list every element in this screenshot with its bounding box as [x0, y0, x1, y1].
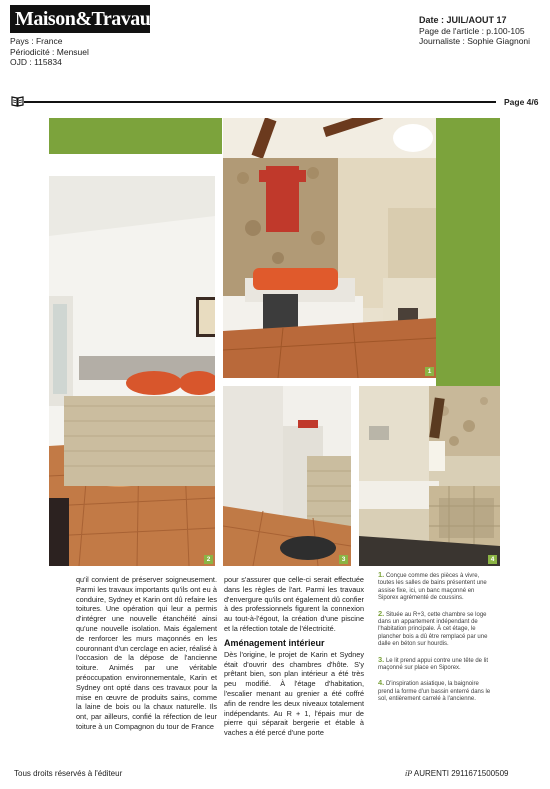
- bedroom-image: [49, 176, 215, 566]
- footer-code: [405, 769, 508, 778]
- footer-rights: Tous droits réservés à l'éditeur: [14, 769, 123, 778]
- photo-bedroom: [49, 176, 215, 566]
- article-paragraph: pour s'assurer que celle-ci serait effectuée dans les règles de l'art. Parmi les travaux d'envergure qu'ils ont également dû confier à des professionnels figurent la connexion au tout-à-l'égout, la création d'une piscine et la réfection totale de l'électricité.: [224, 575, 364, 633]
- section-heading: Aménagement intérieur: [224, 637, 325, 648]
- photo-number-3: 3: [339, 555, 348, 564]
- photo-bathroom-bench: [223, 118, 436, 378]
- article-column-1: [76, 575, 217, 732]
- publication-meta: [10, 36, 89, 68]
- article-paragraph: Dès l'origine, le projet de Karin et Sydney était d'ouvrir des chambres d'hôte. S'y prêtant bien, son plan intérieur a été très peu modifié. À l'étage d'habitation, l'escalier menant au grenier a été coffré afin de rendre les deux niveaux totalement indépendants. Au R + 1, l'épais mur de pierre qui séparait bergerie et étable à vaches a été percé d'une porte: [224, 649, 364, 738]
- header-rule: [24, 101, 496, 103]
- photo-number-4: 4: [488, 555, 497, 564]
- article-paragraph: qu'il convient de préserver soigneusement. Parmi les travaux importants qu'ils ont eu à conduire, Sydney et Karin ont dû refaire les toitures. Une opération qui leur a permis d'intégrer une nouvelle étanchéité ainsi qu'une nouvelle isolation. Mais également de renforcer les murs maçonnés en les couronnant d'un cerclage en acier, réalisé à l'occasion de la dépose de l'ancienne toiture. Animés par une véritable préoccupation environnementale, Karin et Sydney ont opté dans ces travaux pour la mise en œuvre de produits sains, comme la laine de bois ou la chaux naturelle. Ils ont, par ailleurs, confié la réfection de leur toiture à un Compagnon du tour de France: [76, 575, 217, 731]
- footer-code-text: AURENTI 2911671500509: [413, 769, 509, 778]
- article-page-ref: Page de l'article : p.100-105: [419, 25, 525, 36]
- article-column-2: [224, 575, 364, 738]
- green-banner: [49, 118, 222, 154]
- photo-headboard: [223, 386, 351, 566]
- photo-number-2: 2: [204, 555, 213, 564]
- article-meta: [419, 15, 530, 47]
- publication-ojd: OJD : 115834: [10, 57, 62, 67]
- article-journalist: Journaliste : Sophie Giagnoni: [419, 36, 531, 46]
- footer-mark-icon: íP: [405, 769, 413, 778]
- photo-number-1: 1: [425, 367, 434, 376]
- bathroom-bench-image: [223, 118, 436, 378]
- caption-3: 3. Le lit prend appui contre une tête de lit maçonné sur place en Siporex.: [378, 654, 489, 672]
- magazine-logo: Maison&Travaux: [10, 5, 150, 33]
- article-date: Date : JUIL/AOUT 17: [419, 15, 507, 25]
- sunken-bath-image: [359, 386, 500, 566]
- publication-country: Pays : France: [10, 36, 63, 46]
- publication-periodicity: Périodicité : Mensuel: [10, 46, 89, 57]
- caption-1: 1. Conçue comme des pièces à vivre, toutes les salles de bains présentent une assise fixe, ici, un banc maçonné en Siporex agrémenté de coussins.: [378, 570, 487, 602]
- caption-4: 4. D'inspiration asiatique, la baignoire prend la forme d'un bassin enterré dans le sol, entièrement carrelé à l'ancienne.: [378, 678, 491, 703]
- green-sidebar: [436, 118, 500, 388]
- page-number: Page 4/6: [504, 97, 539, 107]
- captions: [378, 571, 494, 711]
- headboard-image: [223, 386, 351, 566]
- caption-2: 2. Située au R+3, cette chambre se loge dans un appartement indépendant de l'habitation principale. À cet étage, le plancher bois a dû être remplacé par une dalle en béton sur hourdis.: [378, 608, 488, 648]
- book-icon: [11, 95, 24, 107]
- photo-sunken-bath: [359, 386, 500, 566]
